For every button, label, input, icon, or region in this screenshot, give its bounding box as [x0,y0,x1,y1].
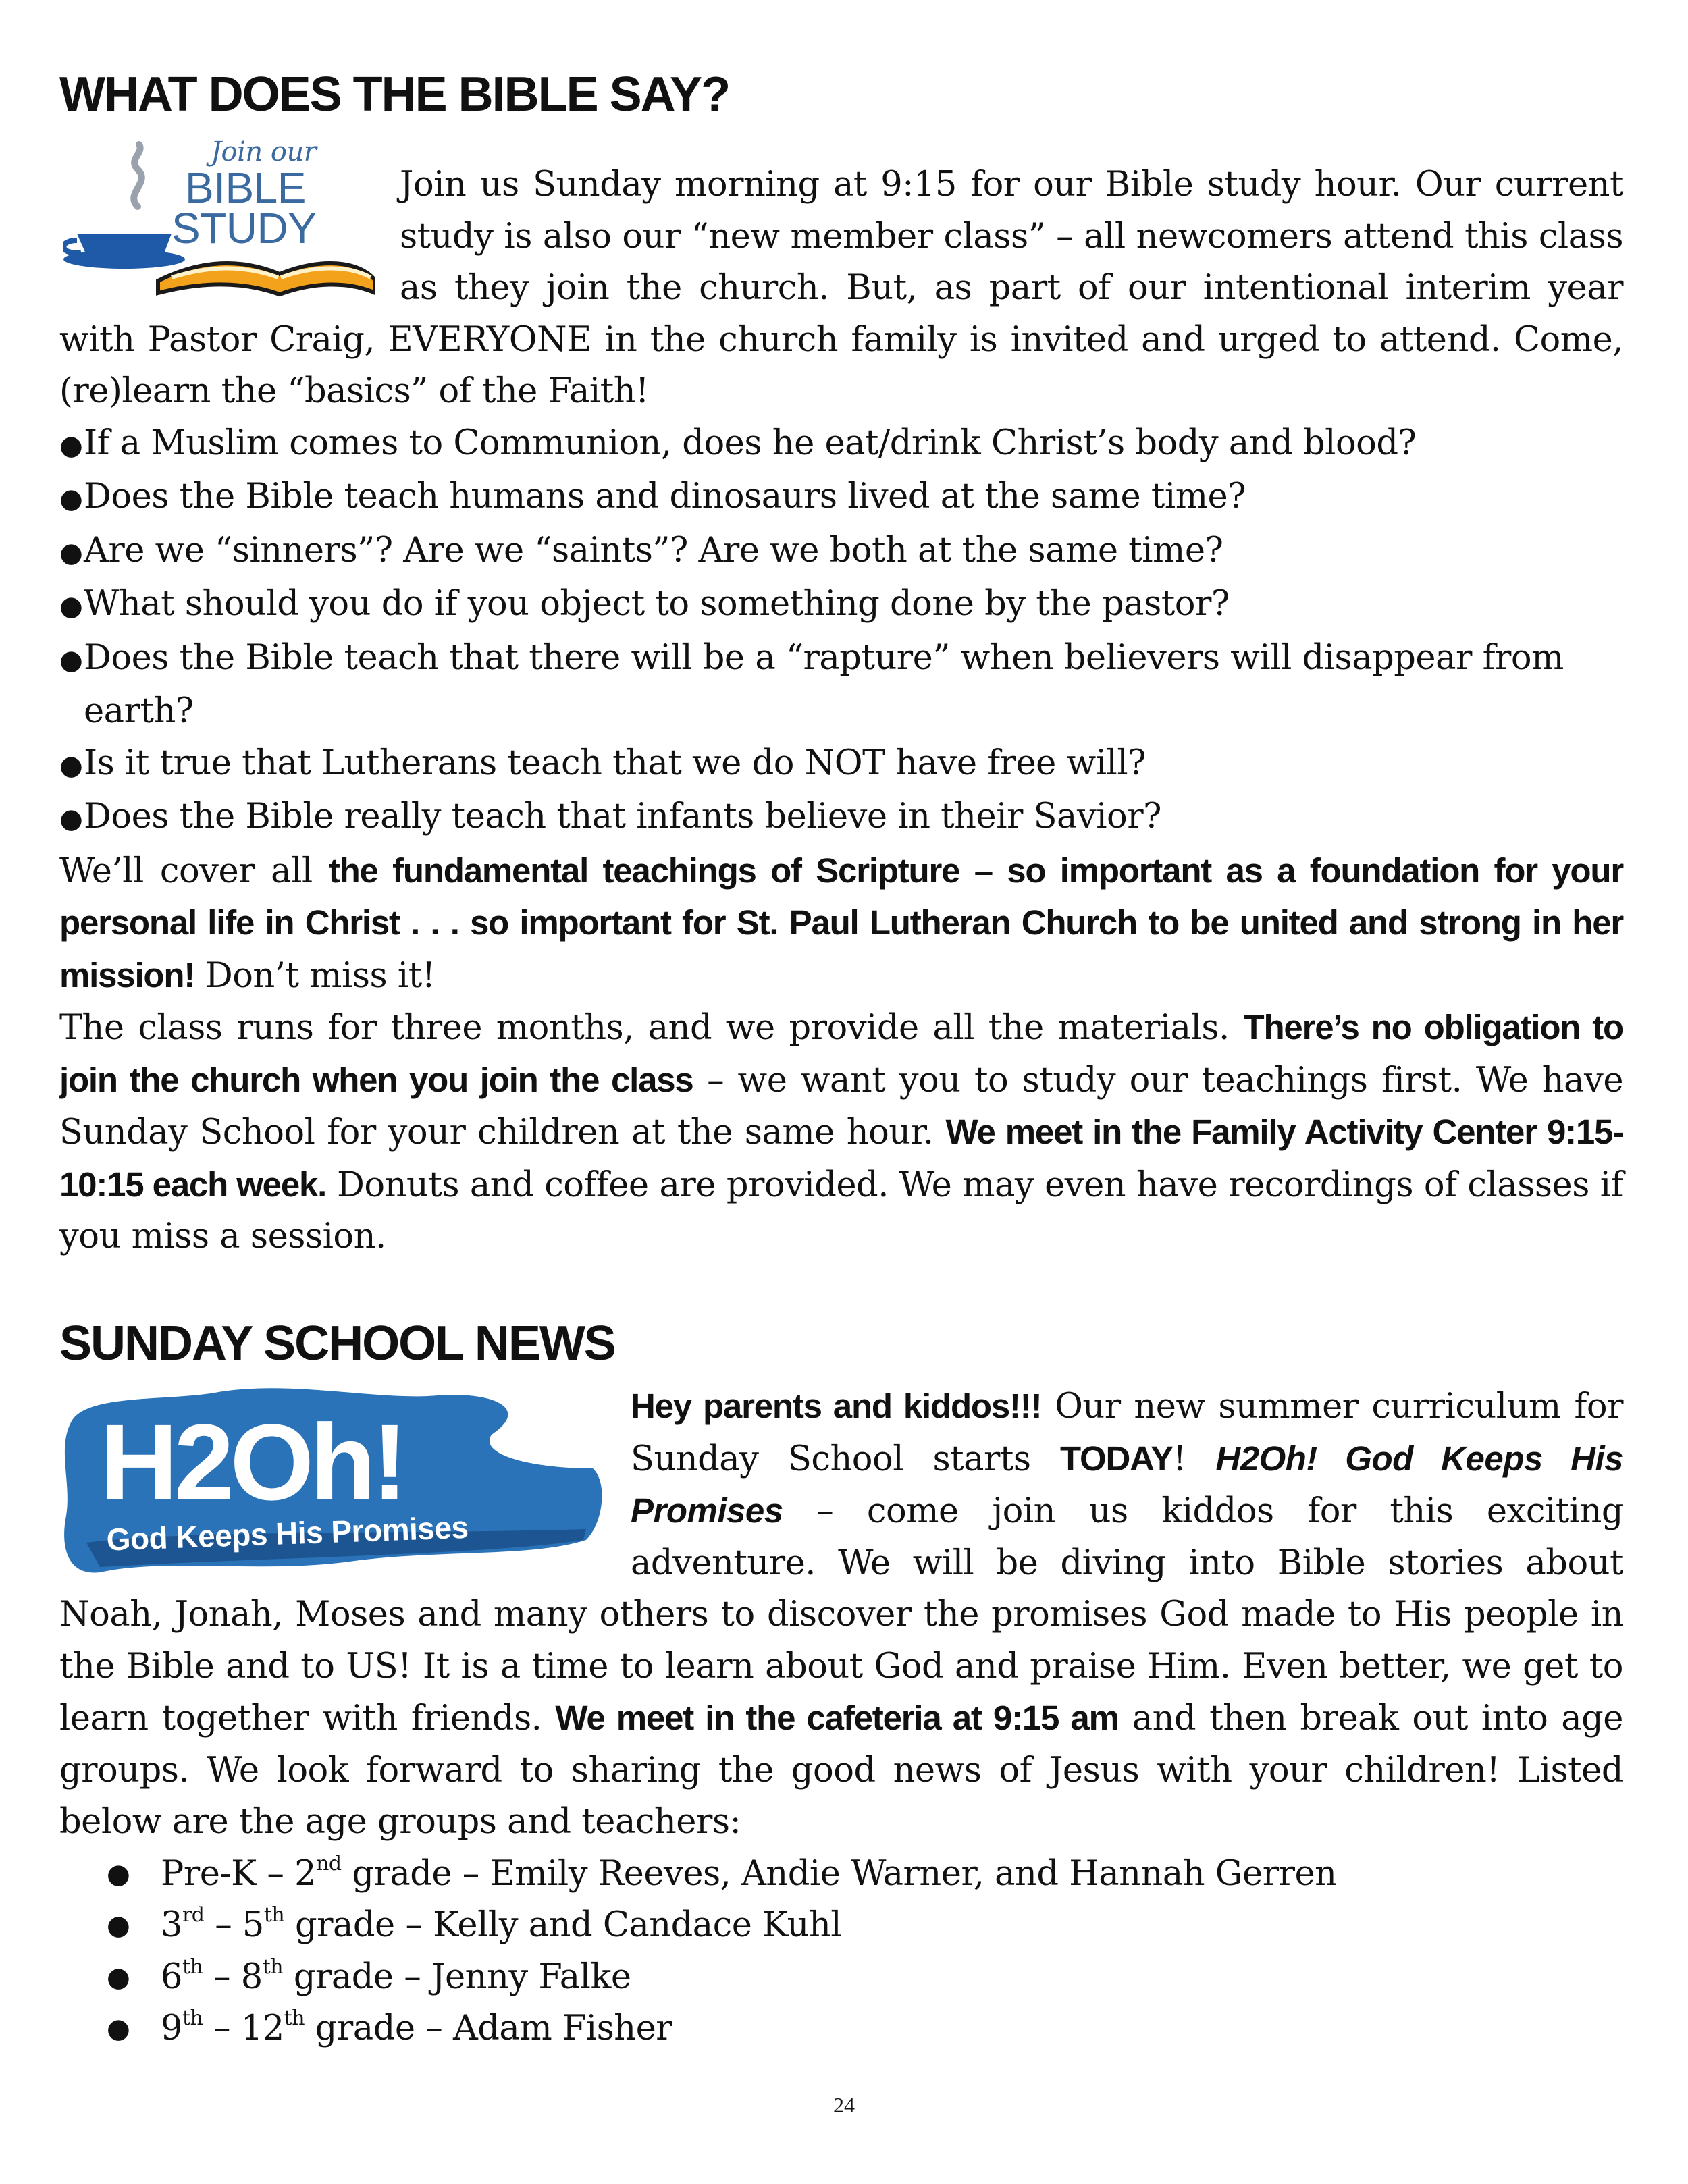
list-item: ●What should you do if you object to something done by the pastor? [59,579,1623,633]
sunday-school-paragraph: Hey parents and kiddos!!! Our new summer curriculum for Sunday School starts TODAY! H2Oh! God Keeps His Promises – come join us kiddos for this exciting adventure. We will be diving into Bible stories about Noah, Jonah, Moses and many others to discover the promises God made to His people in the Bible and to US! It is a time to learn about God and praise Him. Even better, we get to learn together with friends. We meet in the cafeteria at 9:15 am and then break out into age groups. We look forward to sharing the good news of Jesus with your children! Listed below are the age groups and teachers: [59,1387,1623,1842]
bullet-icon: ● [59,591,83,622]
bullet-icon: ● [59,749,83,781]
bullet-icon: ● [107,2013,130,2044]
logo-join-text: Join our [211,139,317,167]
list-item: ● 9th – 12th grade – Adam Fisher [107,2003,1623,2055]
list-item: ●Does the Bible really teach that infants believe in their Savior? [59,791,1623,845]
section-heading-bible: WHAT DOES THE BIBLE SAY? [59,68,730,122]
sunday-school-section [59,1381,1623,2055]
steam-icon [134,144,142,207]
bullet-icon: ● [59,537,83,568]
bullet-icon: ● [107,1961,130,1993]
logo-bible-text: BIBLE [185,163,306,212]
logo-study-text: STUDY [172,204,317,252]
list-item: ●If a Muslim comes to Communion, does he eat/drink Christ’s body and blood? [59,418,1623,472]
page-number: 24 [833,2093,855,2117]
bible-study-logo [63,139,375,301]
bullet-icon: ● [59,644,83,676]
question-list [59,418,1623,845]
intro-paragraph: Join us Sunday morning at 9:15 for our Bible study hour. Our current study is also our “new member class” – all newcomers attend this class as they join the church. But, as part of our intentional interim year with Pastor Craig, EVERYONE in the church family is invited and urged to attend. Come, (re)learn the “basics” of the Faith! [59,165,1623,411]
list-item: ●Is it true that Lutherans teach that we do NOT have free will? [59,738,1623,792]
list-item: ● Pre-K – 2nd grade – Emily Reeves, Andie Warner, and Hannah Gerren [107,1848,1623,1900]
class-info-paragraph: The class runs for three months, and we provide all the materials. There’s no obligation to join the church when you join the class – we want you to study our teachings first. We have Sunday School for your children at the same hour. We meet in the Family Activity Center 9:15-10:15 each week. Donuts and coffee are provided. We may even have recordings of classes if you miss a session. [59,1008,1624,1256]
h2oh-logo [59,1381,606,1576]
h2oh-subtitle-text: God Keeps His Promises [105,1509,469,1557]
list-item: ●Does the Bible teach humans and dinosaurs lived at the same time? [59,471,1623,525]
bullet-icon: ● [59,483,83,514]
age-group-list [59,1848,1623,2055]
bullet-icon: ● [107,1858,130,1890]
bullet-icon: ● [59,803,83,834]
section-heading-sunday-school: SUNDAY SCHOOL NEWS [59,1316,615,1370]
bullet-icon: ● [59,429,83,461]
bullet-icon: ● [107,1910,130,1941]
bible-study-section [59,139,1624,1263]
h2oh-title-text: H2Oh! [100,1402,404,1522]
cup-icon [77,234,172,255]
list-item: ●Does the Bible teach that there will be a “rapture” when believers will disappear from earth? [59,633,1623,738]
list-item: ● 6th – 8th grade – Jenny Falke [107,1952,1623,2004]
list-item: ● 3rd – 5th grade – Kelly and Candace Kuhl [107,1900,1623,1952]
list-item: ●Are we “sinners”? Are we “saints”? Are we both at the same time? [59,525,1623,579]
cover-paragraph: We’ll cover all the fundamental teachings of Scripture – so important as a foundation for your personal life in Christ . . . so important for St. Paul Lutheran Church to be united and strong in her mission! Don’t miss it! [59,851,1623,996]
